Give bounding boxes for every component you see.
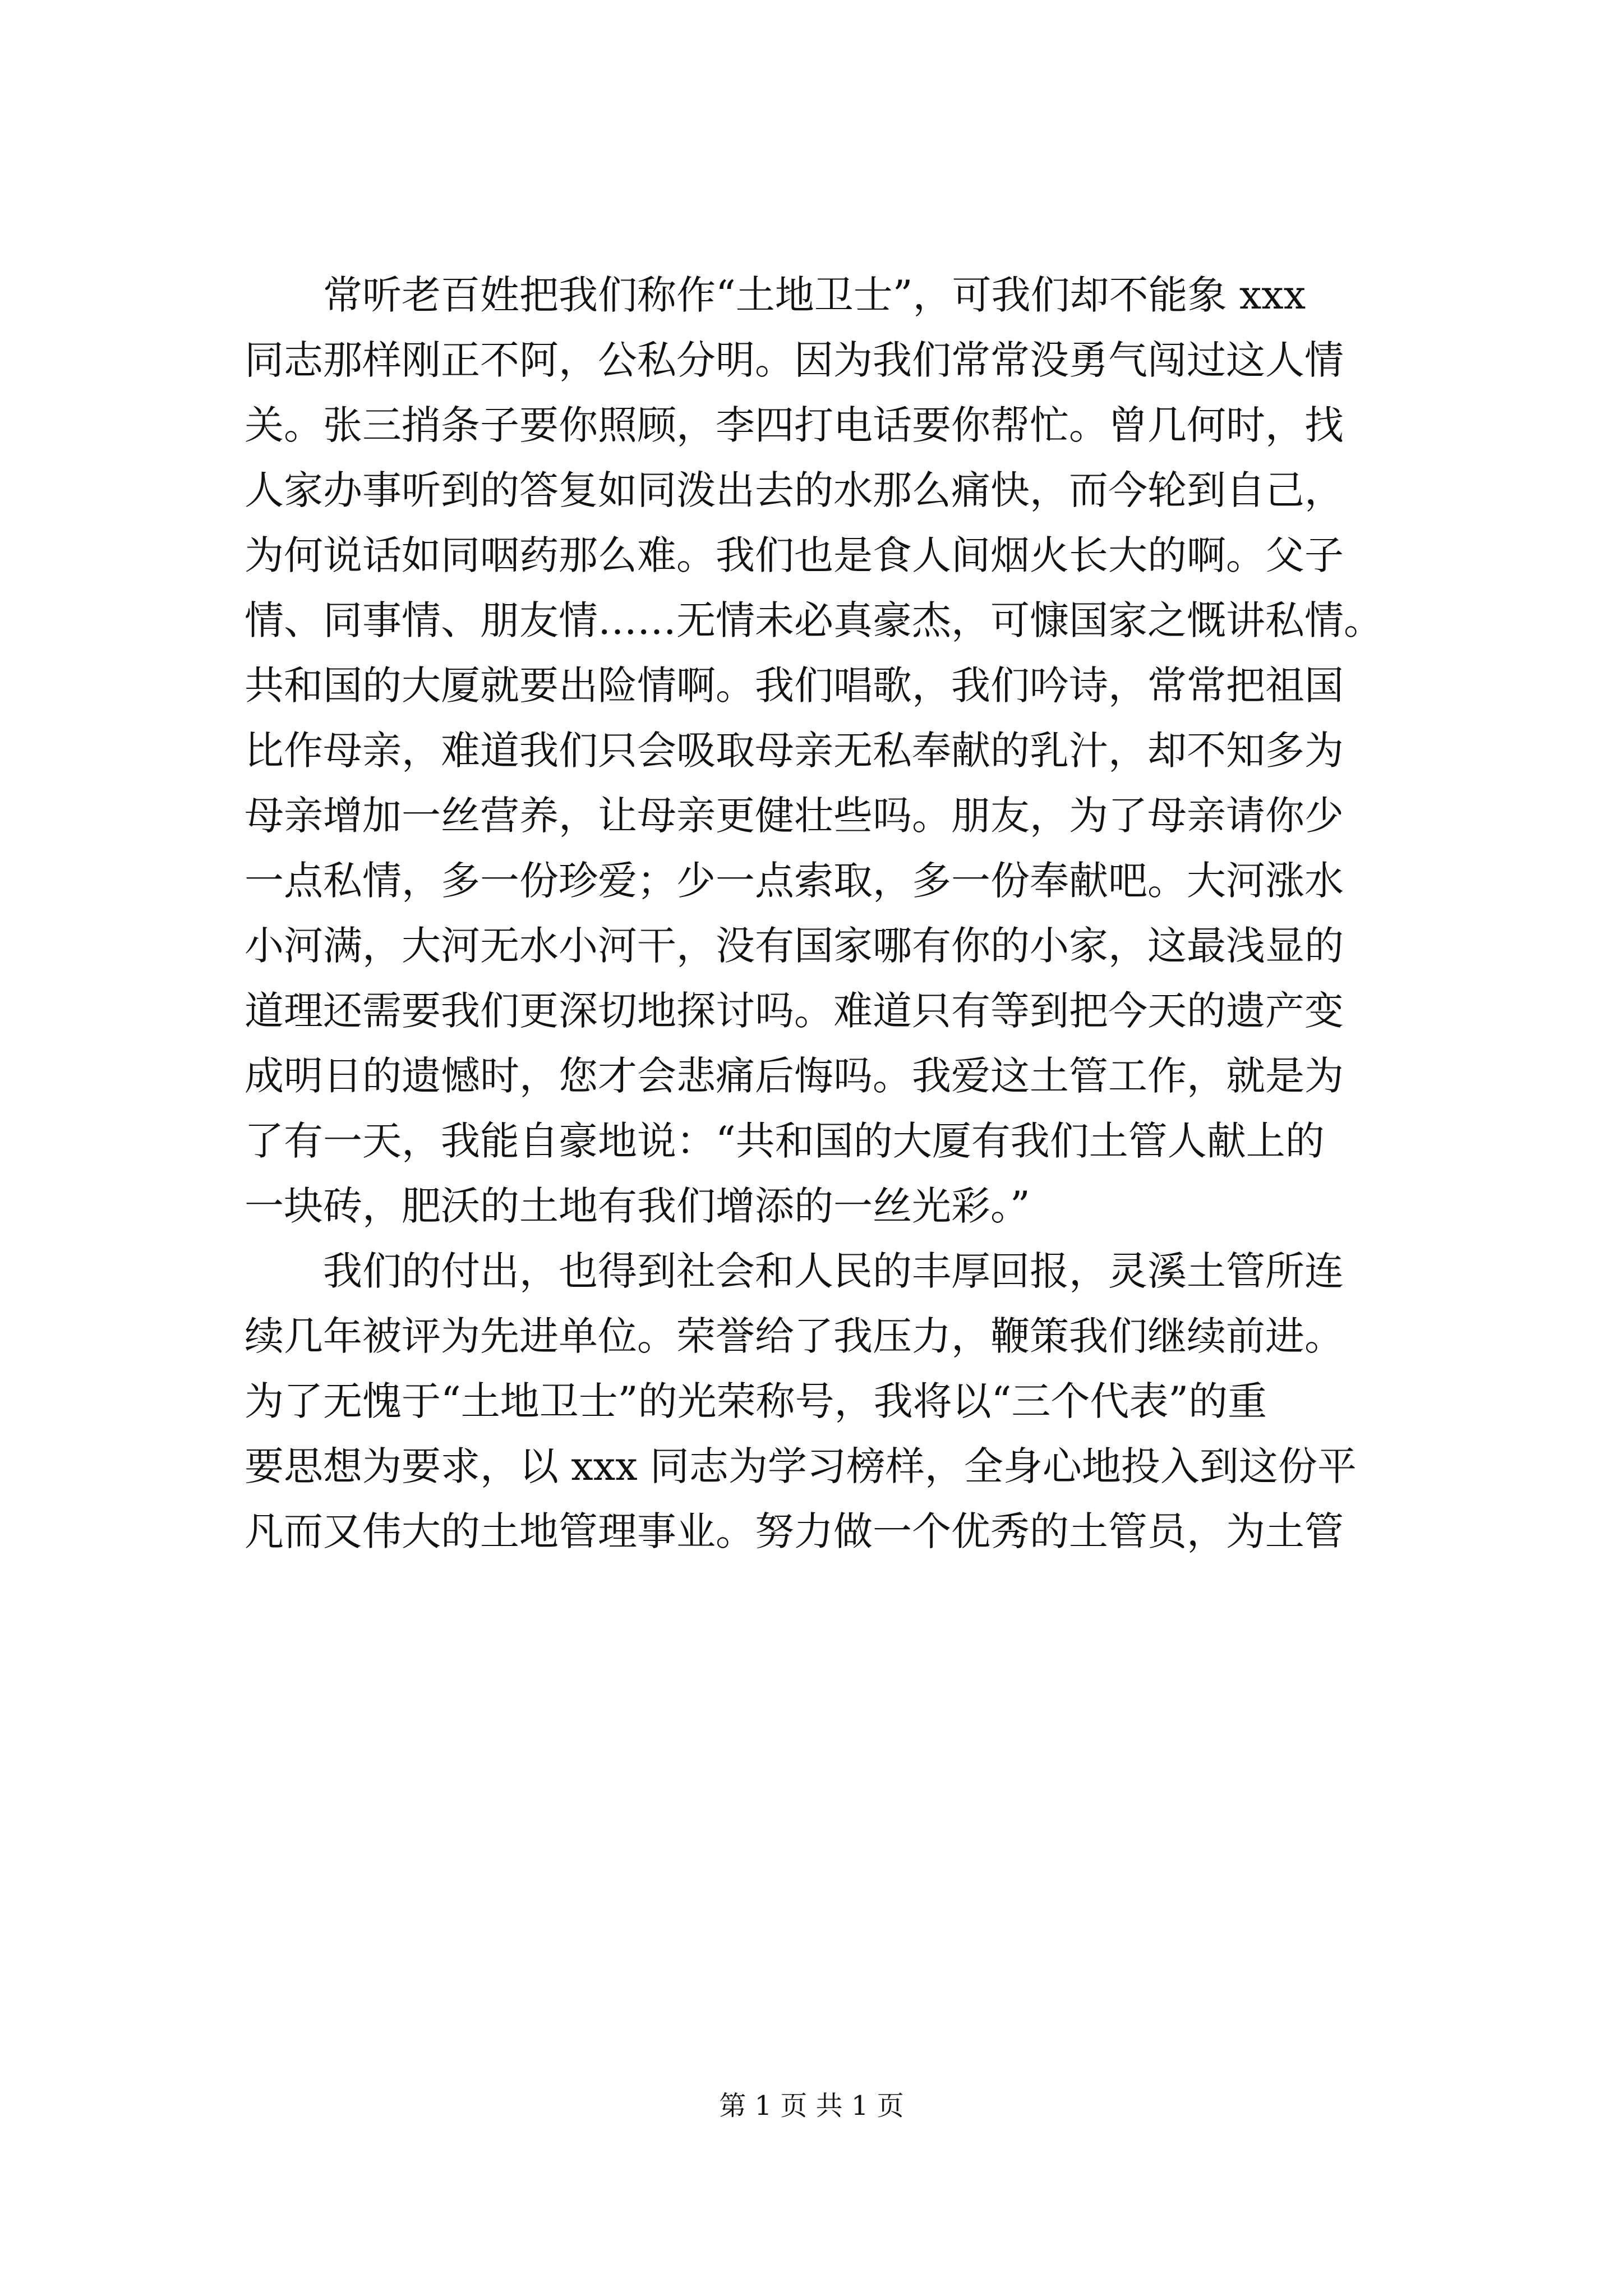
page-number-label: 第 1 页 共 1 页	[719, 2090, 904, 2122]
document-body	[245, 263, 1400, 1564]
text-line: 情、同事情、朋友情……无情未必真豪杰，可慷国家之慨讲私情。	[245, 597, 1383, 643]
text-line: 成明日的遗憾时，您才会悲痛后悔吗。我爱这土管工作，就是为	[245, 1053, 1344, 1099]
text-line: 同志那样刚正不阿，公私分明。因为我们常常没勇气闯过这人情	[245, 337, 1344, 383]
text-line: 道理还需要我们更深切地探讨吗。难道只有等到把今天的遗产变	[245, 988, 1344, 1034]
text-line: 小河满，大河无水小河干，没有国家哪有你的小家，这最浅显的	[245, 923, 1344, 969]
text-line: 比作母亲，难道我们只会吸取母亲无私奉献的乳汁，却不知多为	[245, 728, 1344, 774]
page-footer	[0, 2088, 1623, 2124]
text-line: 一块砖，肥沃的土地有我们增添的一丝光彩。”	[245, 1183, 1030, 1229]
text-line: 我们的付出，也得到社会和人民的丰厚回报，灵溪土管所连	[323, 1248, 1344, 1294]
paragraph-2	[245, 1239, 1400, 1564]
text-line: 共和国的大厦就要出险情啊。我们唱歌，我们吟诗，常常把祖国	[245, 662, 1344, 708]
text-line: 关。张三捎条子要你照顾，李四打电话要你帮忙。曾几何时，找	[245, 402, 1344, 448]
text-line: 凡而又伟大的土地管理事业。努力做一个优秀的土管员，为土管	[245, 1508, 1344, 1554]
text-line: 为何说话如同咽药那么难。我们也是食人间烟火长大的啊。父子	[245, 532, 1344, 578]
text-line: 要思想为要求，以 xxx 同志为学习榜样，全身心地投入到这份平	[245, 1443, 1357, 1489]
paragraph-1	[245, 263, 1400, 1239]
text-line: 常听老百姓把我们称作“土地卫士”，可我们却不能象 xxx	[323, 272, 1306, 318]
text-line: 母亲增加一丝营养，让母亲更健壮些吗。朋友，为了母亲请你少	[245, 793, 1344, 839]
text-line: 一点私情，多一份珍爱；少一点索取，多一份奉献吧。大河涨水	[245, 858, 1344, 904]
text-line: 续几年被评为先进单位。荣誉给了我压力，鞭策我们继续前进。	[245, 1313, 1344, 1359]
text-line: 为了无愧于“土地卫士”的光荣称号，我将以“三个代表”的重	[245, 1378, 1267, 1424]
text-line: 人家办事听到的答复如同泼出去的水那么痛快，而今轮到自己，	[245, 467, 1344, 513]
text-line: 了有一天，我能自豪地说：“共和国的大厦有我们土管人献上的	[245, 1118, 1325, 1164]
